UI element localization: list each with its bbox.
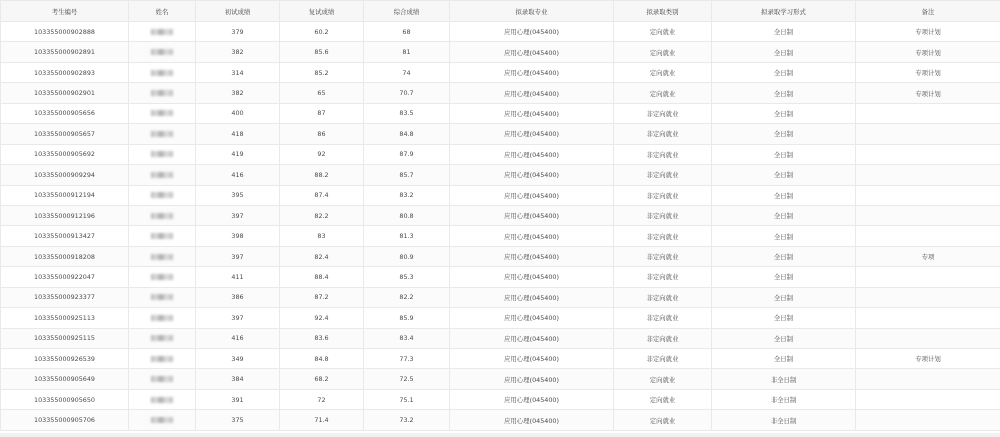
cell-category: 非定向就业	[614, 124, 712, 144]
cell-retest-score: 83.6	[280, 328, 364, 348]
cell-initial-score: 382	[196, 42, 280, 62]
header-row	[1, 1, 1000, 22]
cell-total-score: 72.5	[364, 369, 450, 389]
bottom-scroll-edge	[0, 433, 1000, 437]
cell-total-score: 83.5	[364, 103, 450, 123]
cell-study-mode: 全日制	[712, 205, 856, 225]
cell-remarks	[856, 205, 1000, 225]
cell-name	[129, 389, 196, 409]
cell-remarks	[856, 165, 1000, 185]
cell-remarks: 专项计划	[856, 62, 1000, 82]
cell-major: 应用心理(045400)	[450, 226, 614, 246]
cell-initial-score: 379	[196, 22, 280, 42]
cell-study-mode: 全日制	[712, 124, 856, 144]
cell-candidate-id: 103355000925115	[1, 328, 129, 348]
cell-initial-score: 391	[196, 389, 280, 409]
cell-candidate-id: 103355000912194	[1, 185, 129, 205]
table-header	[1, 1, 1000, 22]
cell-remarks	[856, 185, 1000, 205]
cell-initial-score: 349	[196, 349, 280, 369]
cell-retest-score: 84.8	[280, 349, 364, 369]
cell-candidate-id: 103355000905650	[1, 389, 129, 409]
cell-total-score: 77.3	[364, 349, 450, 369]
table-row	[1, 83, 1000, 103]
cell-study-mode: 全日制	[712, 22, 856, 42]
cell-retest-score: 92.4	[280, 308, 364, 328]
cell-name	[129, 165, 196, 185]
cell-major: 应用心理(045400)	[450, 267, 614, 287]
cell-remarks	[856, 287, 1000, 307]
cell-retest-score: 82.2	[280, 205, 364, 225]
cell-remarks	[856, 267, 1000, 287]
cell-total-score: 83.2	[364, 185, 450, 205]
cell-retest-score: 88.4	[280, 267, 364, 287]
cell-candidate-id: 103355000912196	[1, 205, 129, 225]
cell-remarks	[856, 144, 1000, 164]
cell-remarks	[856, 308, 1000, 328]
table-row	[1, 42, 1000, 62]
cell-study-mode: 全日制	[712, 62, 856, 82]
cell-candidate-id: 103355000926539	[1, 349, 129, 369]
cell-major: 应用心理(045400)	[450, 410, 614, 430]
table-row	[1, 22, 1000, 42]
cell-name	[129, 124, 196, 144]
cell-retest-score: 85.2	[280, 62, 364, 82]
blurred-name	[151, 335, 173, 341]
cell-initial-score: 418	[196, 124, 280, 144]
cell-remarks: 专项计划	[856, 83, 1000, 103]
cell-candidate-id: 103355000922047	[1, 267, 129, 287]
table-row	[1, 369, 1000, 389]
cell-name	[129, 287, 196, 307]
table-row	[1, 287, 1000, 307]
cell-major: 应用心理(045400)	[450, 42, 614, 62]
cell-category: 非定向就业	[614, 267, 712, 287]
cell-category: 非定向就业	[614, 308, 712, 328]
header-initial-score: 初试成绩	[196, 1, 280, 22]
cell-initial-score: 384	[196, 369, 280, 389]
blurred-name	[151, 29, 173, 35]
cell-study-mode: 全日制	[712, 83, 856, 103]
cell-candidate-id: 103355000909294	[1, 165, 129, 185]
cell-study-mode: 全日制	[712, 165, 856, 185]
cell-major: 应用心理(045400)	[450, 287, 614, 307]
cell-total-score: 73.2	[364, 410, 450, 430]
cell-name	[129, 103, 196, 123]
cell-remarks: 专项计划	[856, 349, 1000, 369]
table-row	[1, 205, 1000, 225]
cell-study-mode: 全日制	[712, 349, 856, 369]
cell-major: 应用心理(045400)	[450, 349, 614, 369]
cell-candidate-id: 103355000913427	[1, 226, 129, 246]
cell-category: 定向就业	[614, 369, 712, 389]
cell-remarks	[856, 103, 1000, 123]
cell-study-mode: 全日制	[712, 267, 856, 287]
cell-total-score: 85.9	[364, 308, 450, 328]
header-study-mode: 拟录取学习形式	[712, 1, 856, 22]
cell-initial-score: 375	[196, 410, 280, 430]
blurred-name	[151, 417, 173, 423]
cell-name	[129, 144, 196, 164]
cell-major: 应用心理(045400)	[450, 389, 614, 409]
cell-initial-score: 416	[196, 165, 280, 185]
cell-initial-score: 411	[196, 267, 280, 287]
cell-category: 非定向就业	[614, 103, 712, 123]
cell-name	[129, 62, 196, 82]
cell-initial-score: 400	[196, 103, 280, 123]
blurred-name	[151, 110, 173, 116]
cell-total-score: 74	[364, 62, 450, 82]
cell-study-mode: 全日制	[712, 287, 856, 307]
cell-study-mode: 全日制	[712, 144, 856, 164]
cell-retest-score: 71.4	[280, 410, 364, 430]
blurred-name	[151, 90, 173, 96]
cell-category: 定向就业	[614, 62, 712, 82]
cell-remarks	[856, 226, 1000, 246]
cell-total-score: 84.8	[364, 124, 450, 144]
cell-study-mode: 全日制	[712, 103, 856, 123]
cell-major: 应用心理(045400)	[450, 83, 614, 103]
table-body	[1, 22, 1000, 431]
blurred-name	[151, 356, 173, 362]
cell-name	[129, 22, 196, 42]
cell-name	[129, 42, 196, 62]
header-category: 拟录取类别	[614, 1, 712, 22]
cell-candidate-id: 103355000902891	[1, 42, 129, 62]
cell-retest-score: 87.2	[280, 287, 364, 307]
cell-initial-score: 382	[196, 83, 280, 103]
cell-total-score: 85.3	[364, 267, 450, 287]
header-candidate-id: 考生编号	[1, 1, 129, 22]
cell-category: 定向就业	[614, 42, 712, 62]
cell-category: 非定向就业	[614, 287, 712, 307]
header-major: 拟录取专业	[450, 1, 614, 22]
cell-total-score: 80.8	[364, 205, 450, 225]
cell-initial-score: 416	[196, 328, 280, 348]
cell-category: 非定向就业	[614, 165, 712, 185]
cell-remarks	[856, 410, 1000, 430]
cell-major: 应用心理(045400)	[450, 62, 614, 82]
cell-retest-score: 86	[280, 124, 364, 144]
cell-name	[129, 83, 196, 103]
table-row	[1, 185, 1000, 205]
cell-candidate-id: 103355000905706	[1, 410, 129, 430]
cell-retest-score: 82.4	[280, 246, 364, 266]
cell-major: 应用心理(045400)	[450, 205, 614, 225]
cell-major: 应用心理(045400)	[450, 165, 614, 185]
table-row	[1, 62, 1000, 82]
cell-category: 定向就业	[614, 83, 712, 103]
cell-initial-score: 386	[196, 287, 280, 307]
table-row	[1, 226, 1000, 246]
cell-initial-score: 395	[196, 185, 280, 205]
cell-candidate-id: 103355000918208	[1, 246, 129, 266]
cell-name	[129, 205, 196, 225]
cell-study-mode: 非全日制	[712, 410, 856, 430]
cell-name	[129, 328, 196, 348]
blurred-name	[151, 233, 173, 239]
cell-study-mode: 全日制	[712, 328, 856, 348]
cell-name	[129, 308, 196, 328]
cell-major: 应用心理(045400)	[450, 328, 614, 348]
cell-total-score: 75.1	[364, 389, 450, 409]
table-row	[1, 328, 1000, 348]
cell-name	[129, 410, 196, 430]
table-row	[1, 410, 1000, 430]
cell-retest-score: 60.2	[280, 22, 364, 42]
blurred-name	[151, 376, 173, 382]
table-row	[1, 246, 1000, 266]
cell-initial-score: 397	[196, 308, 280, 328]
blurred-name	[151, 254, 173, 260]
cell-total-score: 70.7	[364, 83, 450, 103]
cell-name	[129, 349, 196, 369]
cell-name	[129, 267, 196, 287]
cell-initial-score: 419	[196, 144, 280, 164]
header-remarks: 备注	[856, 1, 1000, 22]
cell-remarks: 专项计划	[856, 22, 1000, 42]
cell-major: 应用心理(045400)	[450, 144, 614, 164]
cell-initial-score: 314	[196, 62, 280, 82]
cell-study-mode: 非全日制	[712, 389, 856, 409]
cell-candidate-id: 103355000905692	[1, 144, 129, 164]
table-row	[1, 308, 1000, 328]
cell-name	[129, 185, 196, 205]
table-row	[1, 267, 1000, 287]
cell-retest-score: 87.4	[280, 185, 364, 205]
blurred-name	[151, 131, 173, 137]
cell-category: 非定向就业	[614, 144, 712, 164]
cell-candidate-id: 103355000925113	[1, 308, 129, 328]
cell-study-mode: 全日制	[712, 226, 856, 246]
table-row	[1, 165, 1000, 185]
blurred-name	[151, 315, 173, 321]
blurred-name	[151, 294, 173, 300]
cell-retest-score: 72	[280, 389, 364, 409]
cell-name	[129, 226, 196, 246]
cell-major: 应用心理(045400)	[450, 369, 614, 389]
table-row	[1, 144, 1000, 164]
table-row	[1, 103, 1000, 123]
header-retest-score: 复试成绩	[280, 1, 364, 22]
cell-category: 非定向就业	[614, 349, 712, 369]
blurred-name	[151, 192, 173, 198]
cell-initial-score: 398	[196, 226, 280, 246]
cell-total-score: 82.2	[364, 287, 450, 307]
cell-category: 非定向就业	[614, 185, 712, 205]
cell-candidate-id: 103355000902888	[1, 22, 129, 42]
cell-category: 定向就业	[614, 410, 712, 430]
table-row	[1, 389, 1000, 409]
cell-category: 非定向就业	[614, 226, 712, 246]
table-row	[1, 349, 1000, 369]
cell-study-mode: 全日制	[712, 246, 856, 266]
cell-candidate-id: 103355000905656	[1, 103, 129, 123]
cell-retest-score: 65	[280, 83, 364, 103]
cell-total-score: 83.4	[364, 328, 450, 348]
cell-remarks	[856, 369, 1000, 389]
header-name: 姓名	[129, 1, 196, 22]
cell-retest-score: 68.2	[280, 369, 364, 389]
cell-total-score: 85.7	[364, 165, 450, 185]
cell-initial-score: 397	[196, 246, 280, 266]
cell-retest-score: 85.6	[280, 42, 364, 62]
cell-total-score: 68	[364, 22, 450, 42]
cell-study-mode: 全日制	[712, 185, 856, 205]
cell-candidate-id: 103355000905657	[1, 124, 129, 144]
cell-study-mode: 全日制	[712, 308, 856, 328]
cell-total-score: 87.9	[364, 144, 450, 164]
cell-remarks	[856, 124, 1000, 144]
blurred-name	[151, 397, 173, 403]
cell-remarks	[856, 328, 1000, 348]
cell-category: 非定向就业	[614, 328, 712, 348]
blurred-name	[151, 49, 173, 55]
cell-retest-score: 83	[280, 226, 364, 246]
blurred-name	[151, 70, 173, 76]
cell-name	[129, 369, 196, 389]
cell-major: 应用心理(045400)	[450, 124, 614, 144]
cell-remarks: 专项计划	[856, 42, 1000, 62]
table-row	[1, 124, 1000, 144]
cell-remarks	[856, 389, 1000, 409]
cell-study-mode: 非全日制	[712, 369, 856, 389]
cell-candidate-id: 103355000923377	[1, 287, 129, 307]
cell-study-mode: 全日制	[712, 42, 856, 62]
cell-retest-score: 88.2	[280, 165, 364, 185]
header-total-score: 综合成绩	[364, 1, 450, 22]
cell-total-score: 80.9	[364, 246, 450, 266]
cell-candidate-id: 103355000905649	[1, 369, 129, 389]
cell-major: 应用心理(045400)	[450, 246, 614, 266]
cell-major: 应用心理(045400)	[450, 103, 614, 123]
cell-category: 非定向就业	[614, 205, 712, 225]
blurred-name	[151, 151, 173, 157]
cell-retest-score: 87	[280, 103, 364, 123]
blurred-name	[151, 172, 173, 178]
cell-major: 应用心理(045400)	[450, 308, 614, 328]
cell-candidate-id: 103355000902893	[1, 62, 129, 82]
cell-remarks: 专项	[856, 246, 1000, 266]
blurred-name	[151, 213, 173, 219]
cell-category: 定向就业	[614, 22, 712, 42]
cell-total-score: 81.3	[364, 226, 450, 246]
cell-category: 定向就业	[614, 389, 712, 409]
cell-name	[129, 246, 196, 266]
cell-retest-score: 92	[280, 144, 364, 164]
cell-major: 应用心理(045400)	[450, 185, 614, 205]
cell-category: 非定向就业	[614, 246, 712, 266]
cell-major: 应用心理(045400)	[450, 22, 614, 42]
cell-candidate-id: 103355000902901	[1, 83, 129, 103]
cell-total-score: 81	[364, 42, 450, 62]
blurred-name	[151, 274, 173, 280]
cell-initial-score: 397	[196, 205, 280, 225]
